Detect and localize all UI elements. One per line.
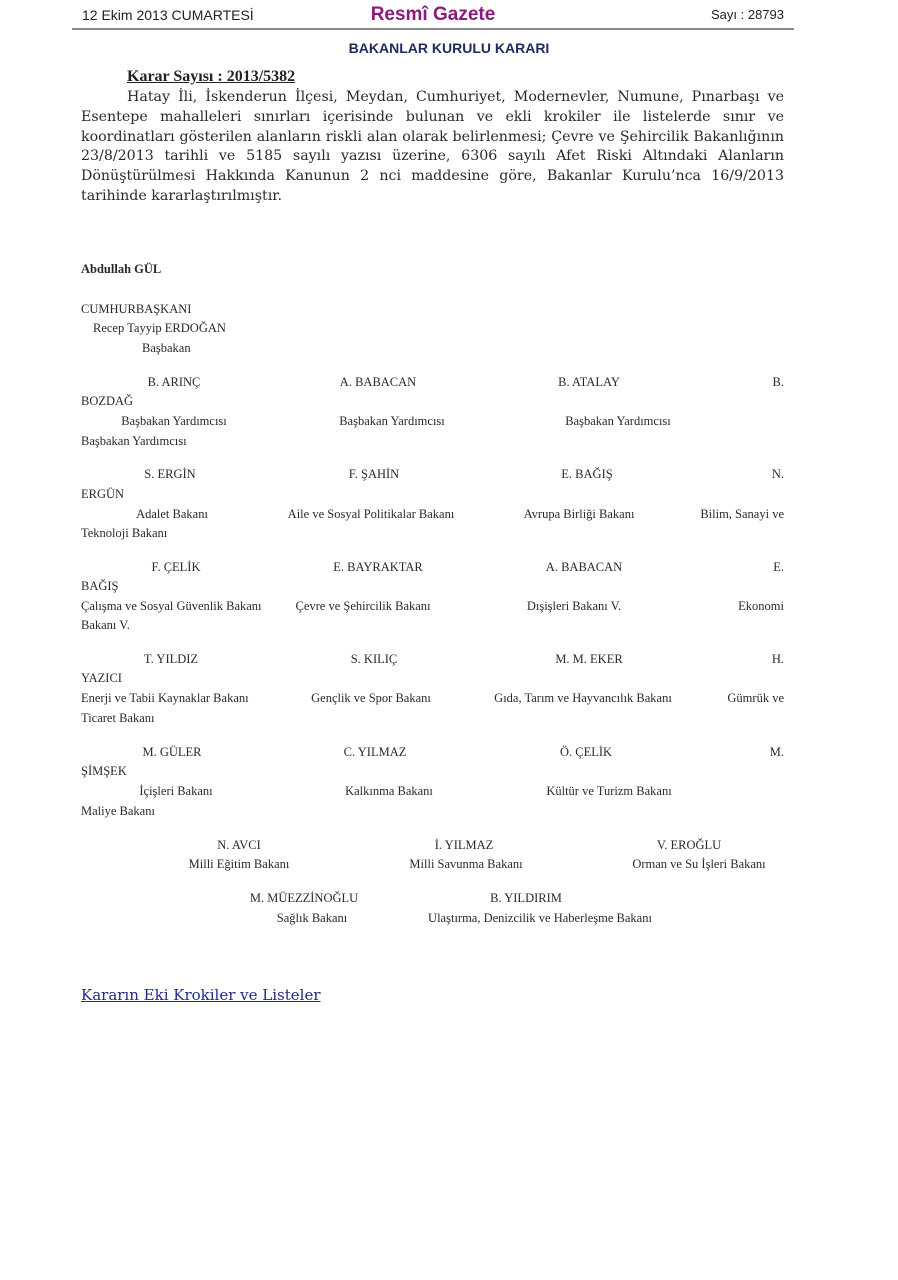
annex-link[interactable]: Kararın Eki Krokiler ve Listeler (81, 986, 321, 1004)
decision-body: Hatay İli, İskenderun İlçesi, Meydan, Cumhuriyet, Modernevler, Numune, Pınarbaşı ve Esentepe mahalleleri sınırları içerisinde bulunan ve ekli krokiler ile listelerde sınır ve koordinatları gösterilen alanların riskli alan olarak belirlenmesi; Çevre ve Şehircilik Bakanlığının 23/8/2013 tarihli ve 5185 sayılı yazısı üzerine, 6306 sayılı Afet Riski Altındaki Alanların Dönüştürülmesi Hakkında Kanunun 2 nci maddesine göre, Bakanlar Kurulu’nca 16/9/2013 tarihinde kararlaştırılmıştır. (81, 89, 784, 204)
signatory-title: Aile ve Sosyal Politikalar Bakanı (287, 507, 455, 521)
signatory-name: A. BABACAN (545, 560, 623, 574)
president-name: Abdullah GÜL (81, 262, 162, 276)
signatory-title: Kalkınma Bakanı (345, 784, 433, 798)
signatory-title: Gıda, Tarım ve Hayvancılık Bakanı (494, 691, 672, 705)
signatory-title: Ulaştırma, Denizcilik ve Haberleşme Bakanı (428, 911, 652, 925)
signatory-name: N. (771, 467, 784, 481)
signatory-name: BAĞIŞ (81, 579, 119, 593)
signatory-name: S. KILIÇ (350, 652, 398, 666)
signatory-title: Başbakan Yardımcısı (565, 414, 671, 428)
signatory-title: Enerji ve Tabii Kaynaklar Bakanı (81, 691, 249, 705)
signatory-name: B. ARINÇ (147, 375, 201, 389)
signatory-title: Milli Eğitim Bakanı (188, 857, 290, 871)
signatory-title: Adalet Bakanı (136, 507, 208, 521)
signatory-name: N. AVCI (217, 838, 261, 852)
signatory-name: M. GÜLER (142, 745, 202, 759)
signatory-name: F. ÇELİK (151, 560, 201, 574)
pm-title: Başbakan (142, 341, 191, 355)
signatory-name: B. YILDIRIM (490, 891, 562, 905)
signatory-title: Bakanı V. (81, 618, 130, 632)
signatory-title: Başbakan Yardımcısı (339, 414, 445, 428)
signatory-name: E. BAYRAKTAR (333, 560, 423, 574)
signatory-title: Ticaret Bakanı (81, 711, 155, 725)
header-date: 12 Ekim 2013 CUMARTESİ (82, 7, 254, 23)
signatory-name: M. M. EKER (555, 652, 623, 666)
document-title: BAKANLAR KURULU KARARI (348, 40, 550, 56)
signatory-name: H. (771, 652, 784, 666)
signatory-name: B. ATALAY (558, 375, 620, 389)
signatory-title: Maliye Bakanı (81, 804, 155, 818)
signatory-title: Orman ve Su İşleri Bakanı (632, 857, 766, 871)
signatory-title: Milli Savunma Bakanı (409, 857, 523, 871)
signatory-title: Gümrük ve (727, 691, 784, 705)
gazette-title: Resmî Gazete (370, 4, 496, 25)
signatory-name: E. (773, 560, 784, 574)
decision-number: Karar Sayısı : 2013/5382 (127, 68, 296, 85)
signatory-name: C. YILMAZ (343, 745, 407, 759)
signatory-name: S. ERGİN (144, 467, 196, 481)
signatory-name: B. (772, 375, 784, 389)
signatory-name: M. (769, 745, 784, 759)
president-title: CUMHURBAŞKANI (81, 302, 192, 316)
signatory-title: Başbakan Yardımcısı (121, 414, 227, 428)
signatory-name: E. BAĞIŞ (561, 467, 613, 481)
signatory-name: M. MÜEZZİNOĞLU (249, 891, 359, 905)
signatory-title: Avrupa Birliği Bakanı (523, 507, 635, 521)
signatory-title: Kültür ve Turizm Bakanı (546, 784, 672, 798)
pm-name: Recep Tayyip ERDOĞAN (93, 321, 226, 335)
signatory-title: Teknoloji Bakanı (81, 526, 168, 540)
signatory-name: A. BABACAN (339, 375, 417, 389)
gazette-header (72, 0, 794, 30)
signatory-name: BOZDAĞ (81, 394, 134, 408)
signatory-name: YAZICI (81, 671, 122, 685)
signatory-name: ŞİMŞEK (81, 764, 127, 778)
signatory-name: ERGÜN (81, 487, 125, 501)
signatory-title: Ekonomi (738, 599, 784, 613)
signatory-name: İ. YILMAZ (434, 838, 494, 852)
signatory-title: Çevre ve Şehircilik Bakanı (295, 599, 431, 613)
signatory-name: F. ŞAHİN (348, 467, 400, 481)
signatory-title: Çalışma ve Sosyal Güvenlik Bakanı (81, 599, 262, 613)
signatory-title: İçişleri Bakanı (139, 784, 213, 798)
signatory-name: V. EROĞLU (656, 838, 722, 852)
signatory-name: T. YILDIZ (143, 652, 199, 666)
signatory-title: Başbakan Yardımcısı (81, 434, 187, 448)
issue-number: Sayı : 28793 (711, 7, 784, 22)
signatory-title: Dışişleri Bakanı V. (526, 599, 622, 613)
signatory-title: Bilim, Sanayi ve (700, 507, 784, 521)
signatory-title: Sağlık Bakanı (276, 911, 348, 925)
signatory-title: Gençlik ve Spor Bakanı (311, 691, 431, 705)
signatory-name: Ö. ÇELİK (559, 745, 613, 759)
